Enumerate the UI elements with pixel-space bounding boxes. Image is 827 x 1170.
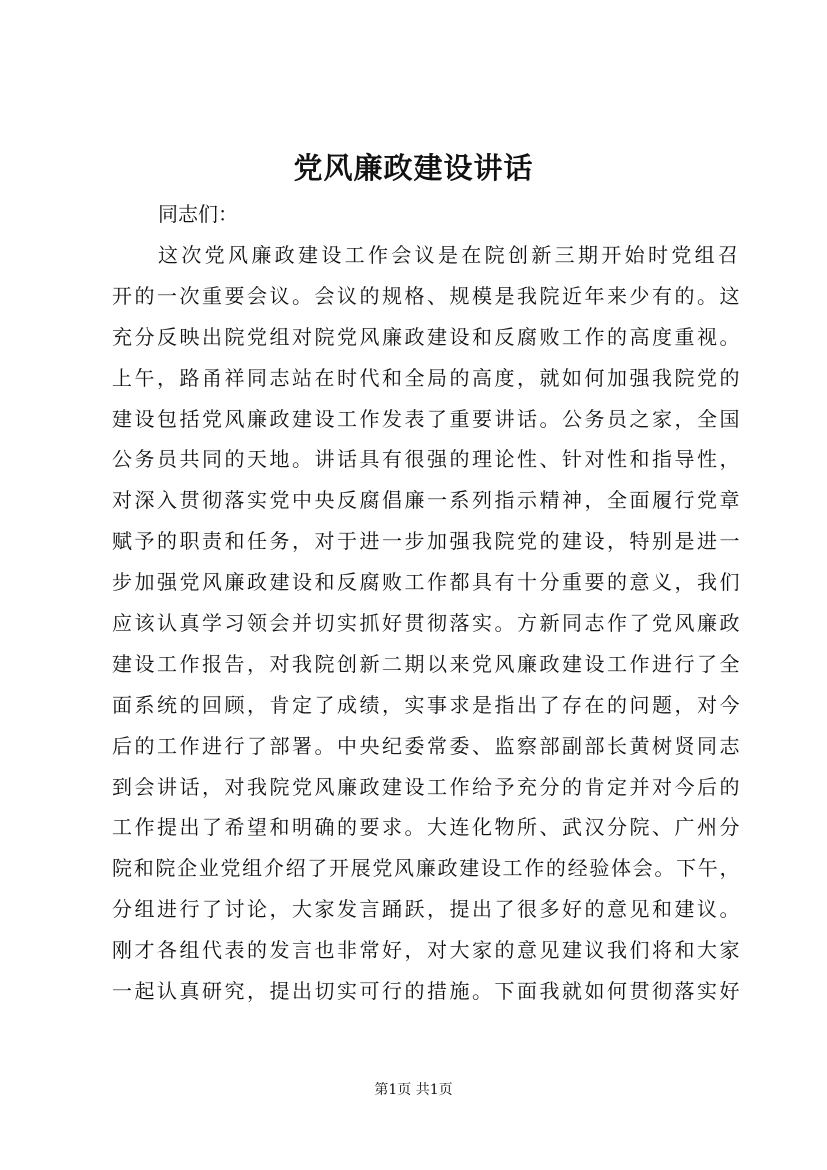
body-line: 分组进行了讨论，大家发言踊跃，提出了很多好的意见和建议。 — [112, 897, 740, 922]
body-line: 到会讲话，对我院党风廉政建设工作给予充分的肯定并对今后的 — [112, 774, 740, 799]
body-line: 后的工作进行了部署。中央纪委常委、监察部副部长黄树贤同志 — [112, 733, 740, 758]
body-line: 面系统的回顾，肯定了成绩，实事求是指出了存在的问题，对今 — [112, 692, 740, 717]
body-line: 步加强党风廉政建设和反腐败工作都具有十分重要的意义，我们 — [112, 570, 740, 595]
body-line: 刚才各组代表的发言也非常好，对大家的意见建议我们将和大家 — [112, 938, 740, 963]
body-line: 赋予的职责和任务，对于进一步加强我院党的建设，特别是进一 — [112, 529, 740, 554]
body-line: 公务员共同的天地。讲话具有很强的理论性、针对性和指导性， — [112, 447, 740, 472]
body-text — [112, 235, 740, 1012]
body-line: 院和院企业党组介绍了开展党风廉政建设工作的经验体会。下午， — [112, 856, 740, 881]
salutation: 同志们： — [158, 202, 238, 226]
body-line: 充分反映出院党组对院党风廉政建设和反腐败工作的高度重视。 — [112, 324, 740, 349]
body-line: 这次党风廉政建设工作会议是在院创新三期开始时党组召 — [158, 243, 740, 267]
body-line: 对深入贯彻落实党中央反腐倡廉一系列指示精神，全面履行党章 — [112, 488, 740, 513]
body-line: 上午，路甬祥同志站在时代和全局的高度，就如何加强我院党的 — [112, 365, 740, 390]
body-line: 建设工作报告，对我院创新二期以来党风廉政建设工作进行了全 — [112, 651, 740, 676]
body-line: 建设包括党风廉政建设工作发表了重要讲话。公务员之家，全国 — [112, 406, 740, 431]
body-line: 开的一次重要会议。会议的规格、规模是我院近年来少有的。这 — [112, 283, 740, 308]
document-title: 党风廉政建设讲话 — [293, 151, 534, 185]
page-footer: 第1页 共1页 — [374, 1082, 453, 1098]
body-line: 工作提出了希望和明确的要求。大连化物所、武汉分院、广州分 — [112, 815, 740, 840]
body-line: 一起认真研究，提出切实可行的措施。下面我就如何贯彻落实好 — [112, 979, 740, 1004]
body-line: 应该认真学习领会并切实抓好贯彻落实。方新同志作了党风廉政 — [112, 611, 740, 636]
